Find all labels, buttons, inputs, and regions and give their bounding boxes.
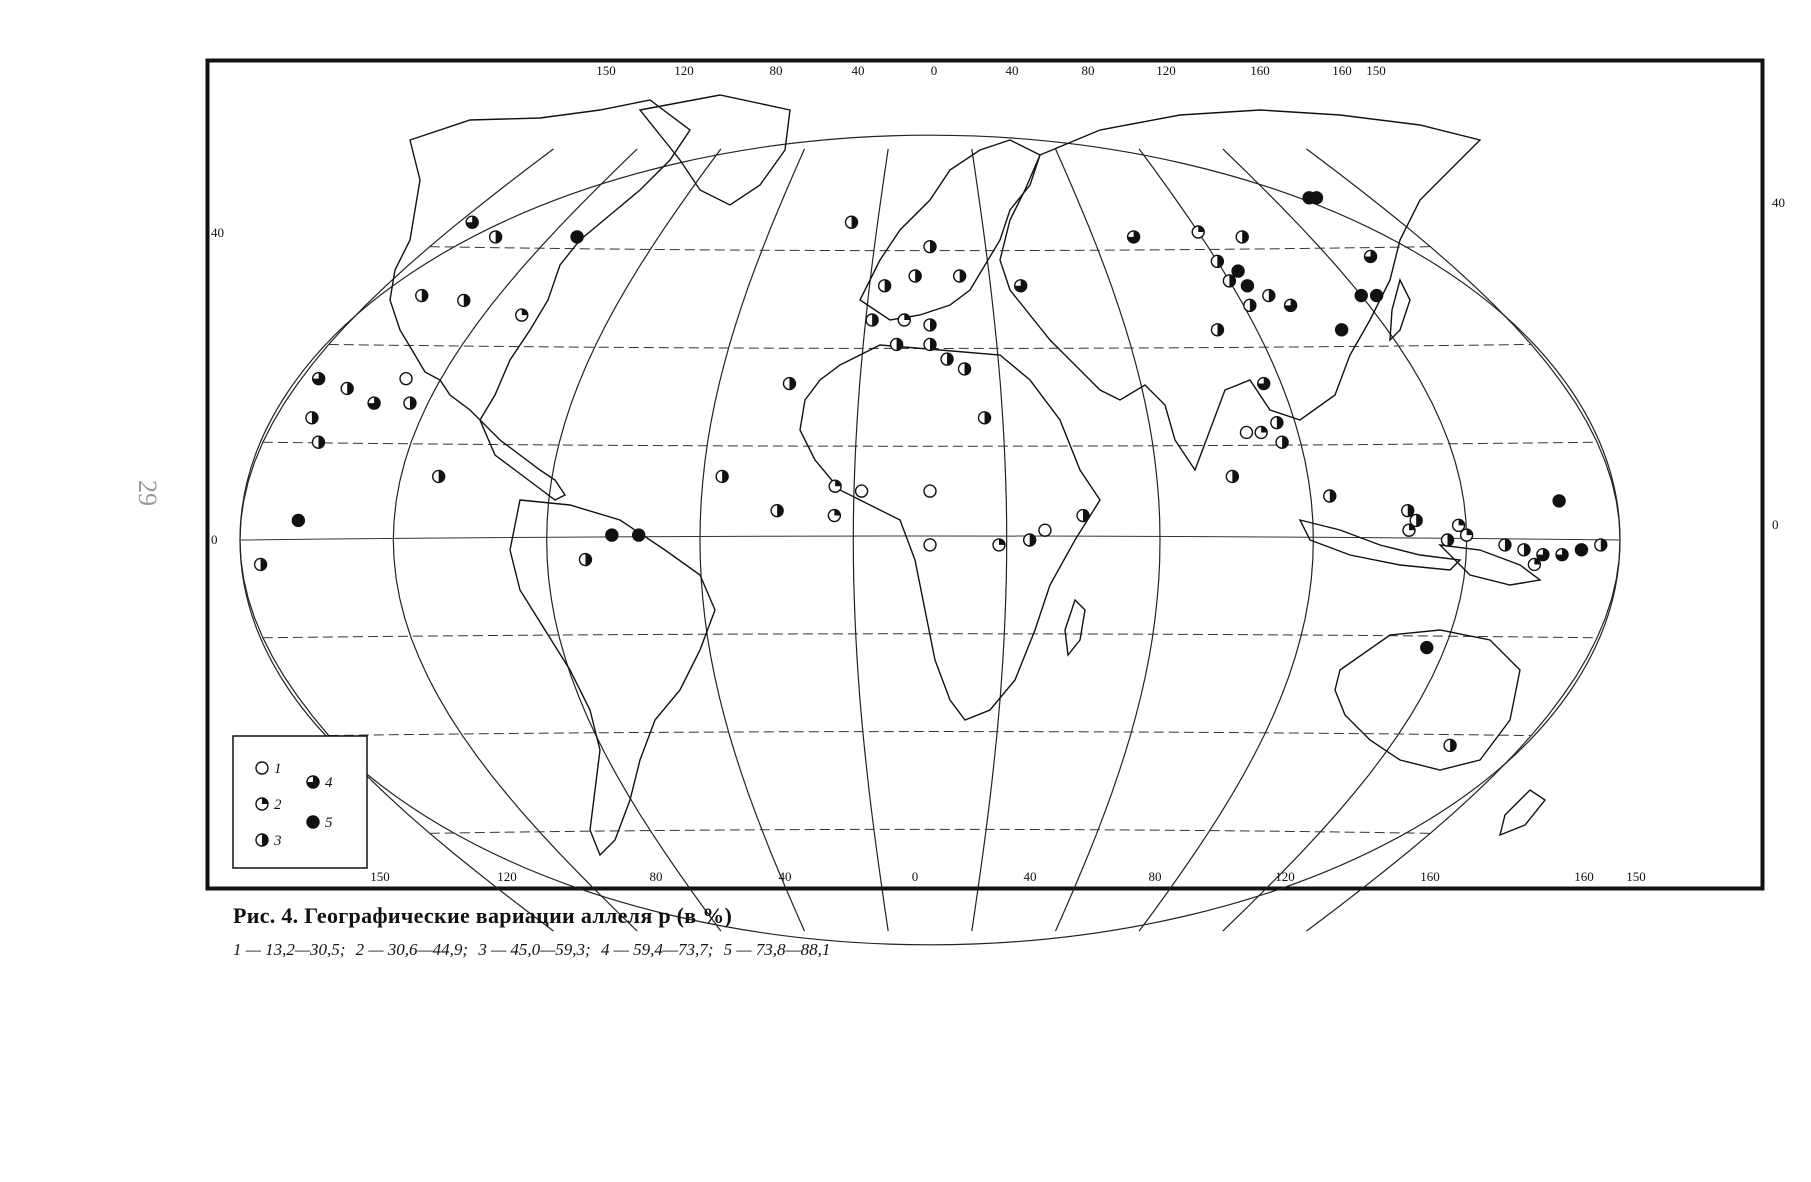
sample-point [1499,539,1511,551]
sample-point [941,353,953,365]
sample-point [341,382,353,394]
bottom-tick-label: 40 [778,869,792,884]
top-tick-label: 80 [769,63,783,78]
sample-point [924,539,936,551]
bottom-tick-label: 150 [370,869,390,884]
sample-point [891,338,903,350]
sample-point [1461,529,1473,541]
meridian-line [547,149,721,931]
sample-point [1128,231,1140,243]
sample-point [1077,510,1089,522]
sample-point [633,529,645,541]
sample-point [1336,324,1348,336]
sample-point [829,480,841,492]
sample-point [1255,426,1267,438]
sample-point [1276,436,1288,448]
meridian-line [1139,149,1313,931]
sample-point [1241,280,1253,292]
sample-point [1402,505,1414,517]
legend-marker [256,798,268,810]
sample-point [516,309,528,321]
top-tick-label: 40 [1005,63,1019,78]
top-tick-label: 120 [674,63,694,78]
bottom-tick-label: 160 [1574,869,1594,884]
sample-point [1595,539,1607,551]
bottom-tick-label: 120 [1275,869,1295,884]
legend-range-3: 3 — 45,0—59,3; [478,940,591,959]
sample-point [1192,226,1204,238]
legend-label: 2 [274,797,282,813]
sample-point [1537,549,1549,561]
sample-point [1271,417,1283,429]
bottom-tick-label: 120 [497,869,517,884]
meridian-line [853,149,888,931]
bottom-tick-label: 0 [911,869,919,884]
sample-point [924,319,936,331]
legend-label: 4 [325,775,333,791]
top-tick-label: 150 [596,63,616,78]
sample-point [292,514,304,526]
bottom-tick-label: 40 [1023,869,1037,884]
sample-point [898,314,910,326]
north-america-outline [390,100,690,420]
sample-point [458,294,470,306]
meridian-line [700,149,805,931]
africa-outline [800,345,1100,720]
sample-point [879,280,891,292]
sample-point [1421,642,1433,654]
madagascar-outline [1065,600,1085,655]
top-tick-label: 160 [1332,63,1352,78]
right-tick-label: 0 [1772,517,1779,532]
sample-point [404,397,416,409]
sample-point [959,363,971,375]
legend-label: 5 [325,815,333,831]
sample-point [1258,378,1270,390]
sample-point [1355,290,1367,302]
meridian-line [1223,149,1467,931]
central-america-outline [480,420,565,500]
top-tick-label: 150 [1366,63,1386,78]
sample-point [306,412,318,424]
sample-points [255,192,1607,752]
page-number: 29 [133,480,162,506]
sample-point [1263,290,1275,302]
top-tick-label: 120 [1156,63,1176,78]
sample-point [856,485,868,497]
bottom-tick-label: 160 [1420,869,1440,884]
sample-point [1211,324,1223,336]
sample-point [1453,519,1465,531]
asia-outline [1000,110,1480,470]
parallel-line [263,442,1597,446]
sample-point [1444,739,1456,751]
left-tick-label: 0 [211,532,218,547]
bottom-tick-label: 150 [1626,869,1646,884]
meridian-line [393,149,637,931]
meridian-line [1056,149,1161,931]
new-zealand-outline [1500,790,1545,835]
sample-point [466,216,478,228]
legend-range-2: 2 — 30,6—44,9; [355,940,469,959]
sample-point [1039,524,1051,536]
parallel-line [329,732,1531,736]
sample-point [1365,250,1377,262]
sample-point [255,558,267,570]
left-tick-label: 40 [211,225,224,240]
sample-point [1442,534,1454,546]
sample-point [993,539,1005,551]
sample-point [954,270,966,282]
sample-point [1285,299,1297,311]
legend-label: 3 [274,833,282,849]
sample-point [416,290,428,302]
sample-point [571,231,583,243]
legend-range-1: 1 — 13,2—30,5; [233,940,346,959]
legend-range-5: 5 — 73,8—88,1 [723,940,831,959]
bottom-tick-label: 80 [649,869,663,884]
sample-point [1553,495,1565,507]
indonesia-outline [1300,520,1460,570]
legend-label: 1 [274,761,282,777]
sample-point [368,397,380,409]
legend-marker [256,834,268,846]
coordinate-labels [211,63,1785,884]
top-tick-label: 80 [1081,63,1095,78]
top-tick-label: 160 [1250,63,1270,78]
figure-caption: Рис. 4. Географические вариации аллеля р (в %) [233,903,733,928]
sample-point [1324,490,1336,502]
legend-box [233,736,367,868]
sample-point [1556,549,1568,561]
sample-point [909,270,921,282]
sample-point [433,470,445,482]
sample-point [1211,255,1223,267]
legend-marker [256,762,268,774]
sample-point [1310,192,1322,204]
sample-point [1223,275,1235,287]
sample-point [1232,265,1244,277]
sample-point [606,529,618,541]
sample-point [866,314,878,326]
sample-point [979,412,991,424]
sample-point [924,241,936,253]
sample-point [1226,470,1238,482]
top-tick-label: 40 [851,63,865,78]
legend-range-4: 4 — 59,4—73,7; [600,940,714,959]
right-tick-label: 40 [1772,195,1785,210]
caption-legend [233,940,836,960]
bottom-tick-label: 80 [1148,869,1162,884]
map-legend [233,736,367,868]
legend-marker [307,816,319,828]
sample-point [1518,544,1530,556]
sample-point [924,338,936,350]
sample-point [1403,524,1415,536]
sample-point [771,505,783,517]
sample-point [1015,280,1027,292]
sample-point [312,436,324,448]
south-america-outline [510,500,715,855]
sample-point [313,373,325,385]
sample-point [1244,299,1256,311]
sample-point [1371,290,1383,302]
legend-marker [307,776,319,788]
sample-point [924,485,936,497]
sample-point [783,378,795,390]
sample-point [400,373,412,385]
top-tick-label: 0 [930,63,938,78]
japan-outline [1390,280,1410,340]
sample-point [1575,544,1587,556]
greenland-outline [640,95,790,205]
sample-point [1528,558,1540,570]
sample-point [579,554,591,566]
sample-point [828,510,840,522]
sample-point [1240,426,1252,438]
sample-point [1236,231,1248,243]
landmasses [390,95,1545,855]
sample-point [716,470,728,482]
sample-point [490,231,502,243]
sample-point [846,216,858,228]
parallel-line [430,829,1431,833]
sample-point [1024,534,1036,546]
